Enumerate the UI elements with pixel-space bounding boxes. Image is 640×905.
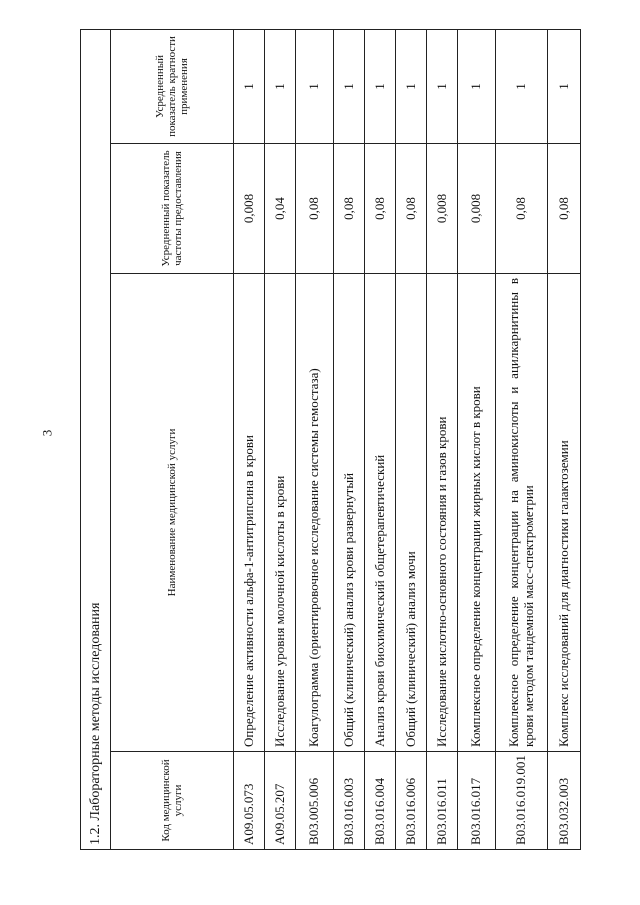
service-code: B03.016.006	[396, 752, 427, 850]
table-row	[296, 29, 334, 849]
page-number: 3	[39, 429, 55, 437]
service-name: Комплексное определение концентрации жирных кислот в крови	[458, 274, 496, 752]
service-code: B03.016.003	[334, 752, 365, 850]
service-code: B03.016.011	[427, 752, 458, 850]
frequency-value: 0,008	[458, 144, 496, 274]
table-row	[234, 29, 265, 849]
service-code: B03.016.004	[365, 752, 396, 850]
service-name: Коагулограмма (ориентировочное исследование системы гемостаза)	[296, 274, 334, 752]
multiplicity-value: 1	[296, 29, 334, 143]
table-row	[427, 29, 458, 849]
service-code: A09.05.073	[234, 752, 265, 850]
frequency-value: 0,08	[334, 144, 365, 274]
frequency-value: 0,08	[496, 144, 548, 274]
services-table	[80, 29, 581, 850]
table-row	[365, 29, 396, 849]
service-name: Анализ крови биохимический общетерапевтический	[365, 274, 396, 752]
multiplicity-value: 1	[458, 29, 496, 143]
multiplicity-value: 1	[234, 29, 265, 143]
header-frequency: Усредненный показатель частоты предоставления	[111, 144, 234, 274]
frequency-value: 0,04	[265, 144, 296, 274]
service-name: Исследование кислотно-основного состояния и газов крови	[427, 274, 458, 752]
service-name: Комплексное определение концентрации на аминокислоты и ацилкарнитины в крови методом тандемной масс-спектрометрии	[496, 274, 548, 752]
multiplicity-value: 1	[496, 29, 548, 143]
table-row	[334, 29, 365, 849]
service-code: B03.005.006	[296, 752, 334, 850]
header-name: Наименование медицинской услуги	[111, 274, 234, 752]
frequency-value: 0,08	[396, 144, 427, 274]
table-row	[458, 29, 496, 849]
frequency-value: 0,08	[548, 144, 581, 274]
section-title: 1.2. Лабораторные методы исследования	[81, 29, 111, 849]
service-code: B03.032.003	[548, 752, 581, 850]
multiplicity-value: 1	[396, 29, 427, 143]
service-name: Комплекс исследований для диагностики галактоземии	[548, 274, 581, 752]
header-multiplicity: Усредненный показатель кратности применения	[111, 29, 234, 143]
multiplicity-value: 1	[265, 29, 296, 143]
service-name: Общий (клинический) анализ мочи	[396, 274, 427, 752]
table-row	[396, 29, 427, 849]
table-row	[496, 29, 548, 849]
frequency-value: 0,008	[427, 144, 458, 274]
frequency-value: 0,08	[296, 144, 334, 274]
service-name: Определение активности альфа-1-антитрипсина в крови	[234, 274, 265, 752]
frequency-value: 0,08	[365, 144, 396, 274]
multiplicity-value: 1	[427, 29, 458, 143]
table-row	[265, 29, 296, 849]
table-row	[548, 29, 581, 849]
header-code: Код медицинской услуги	[111, 752, 234, 850]
multiplicity-value: 1	[365, 29, 396, 143]
service-name: Общий (клинический) анализ крови развернутый	[334, 274, 365, 752]
rotated-table-wrapper	[80, 30, 571, 850]
multiplicity-value: 1	[548, 29, 581, 143]
frequency-value: 0,008	[234, 144, 265, 274]
service-code: B03.016.019.001	[496, 752, 548, 850]
service-name: Исследование уровня молочной кислоты в крови	[265, 274, 296, 752]
service-code: A09.05.207	[265, 752, 296, 850]
service-code: B03.016.017	[458, 752, 496, 850]
multiplicity-value: 1	[334, 29, 365, 143]
